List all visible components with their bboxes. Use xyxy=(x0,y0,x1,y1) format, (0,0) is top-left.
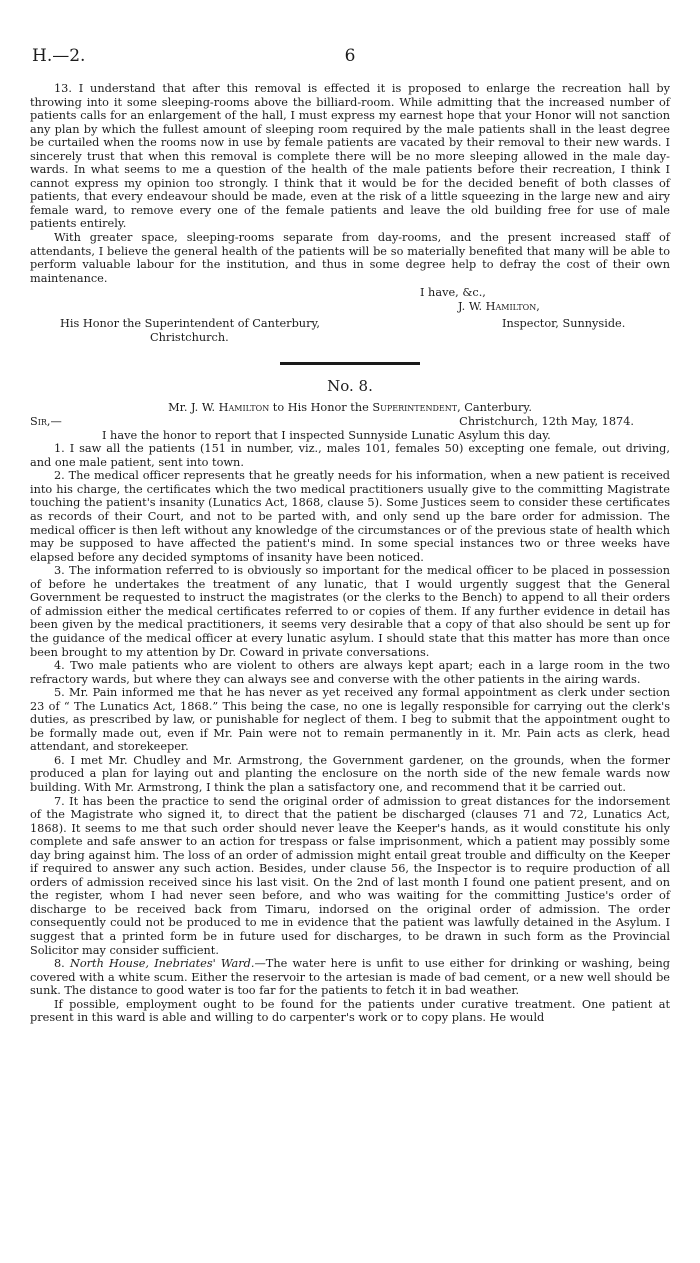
paragraph-space: With greater space, sleeping-rooms separate from day-rooms, and the present increased staff of attendants, I believe the general health of the patients will be so materially benefited that many will be able to perform valuable labour for the institution, and thus in some degree help to defray the cost of their own maintenance. xyxy=(30,231,670,285)
dateline: Christchurch, 12th May, 1874. xyxy=(459,414,634,428)
document-body xyxy=(30,82,670,1025)
paragraph-13: 13. I understand that after this removal is effected it is proposed to enlarge the recreation hall by throwing into it some sleeping-rooms above the billiard-room. While admitting that the increased number of patients calls for an enlargement of the hall, I must express my earnest hope that your Honor will not sanction any plan by which the fullest amount of sleeping room required by the male patients shall in the least degree be curtailed when the rooms now in use by female patients are vacated by their removal to their new wards. I sincerely trust that when this removal is complete there will be no more sleeping allowed in the male day-wards. In what seems to me a question of the health of the male patients before their recreation, I think I cannot express my opinion too strongly. I think that it would be for the decided benefit of both classes of patients, that every endeavour should be made, even at the risk of a little squeezing in the large new and airy female ward, to remove every one of the female patients and leave the old building free for use of male patients entirely. xyxy=(30,82,670,231)
paragraph-6: 6. I met Mr. Chudley and Mr. Armstrong, the Government gardener, on the grounds, when the former produced a plan for laying out and planting the enclosure on the north side of the new female wards now building. With Mr. Armstrong, I think the plan a satisfactory one, and recommend that it be carried out. xyxy=(30,753,670,794)
paragraph-2: 2. The medical officer represents that he greatly needs for his information, when a new patient is received into his charge, the certificates which the two medical practitioners usually give to the committing Magistrate touching the patient's insanity (Lunatics Act, 1868, clause 5). Some Justices seem to consider these certificates as records of their Court, and not to be parted with, and only send up the bare order for admission. The medical officer is then left without any knowledge of the circumstances or of the previous state of health which may be supposed to have affected the patient's mind. In some special instances two or three weeks have elapsed before any decided symptoms of insanity have been noticed. xyxy=(30,469,670,564)
title-role: Superintendent xyxy=(372,401,458,415)
title-prefix: Mr. J. W. xyxy=(168,401,216,415)
salutation-line xyxy=(30,415,670,429)
signatory-title: Inspector, Sunnyside. xyxy=(502,317,626,331)
closing: I have, &c., xyxy=(420,286,486,300)
paragraph-8-heading: North House, Inebriates' Ward. xyxy=(69,957,255,971)
addressee-place: Christchurch. xyxy=(150,331,229,345)
signature-block xyxy=(30,286,670,354)
paragraph-5: 5. Mr. Pain informed me that he has never as yet received any formal appointment as clerk under section 23 of “ The Lunatics Act, 1868.” This being the case, no one is legally responsible for carrying out the clerk's duties, as prescribed by law, or punishable for neglect of them. I beg to submit that the appointment ought to be formally made out, even if Mr. Pain were not to remain permanently in it. Mr. Pain acts as clerk, head attendant, and storekeeper. xyxy=(30,686,670,754)
addressee: His Honor the Superintendent of Canterbury, xyxy=(60,317,320,331)
signatory xyxy=(458,300,540,314)
page-header xyxy=(30,46,670,68)
paragraph-8-text: —The water here is unfit to use either for drinking or washing, being covered with a white scum. Either the reservoir to the artesian is made of bad cement, or a new well should be sunk. The distance to good water is too far for the patients to fetch it in bad weather. xyxy=(30,957,671,998)
final-paragraph: If possible, employment ought to be found for the patients under curative treatment. One patient at present in this ward is able and willing to do carpenter's work or to copy plans. He would xyxy=(30,997,670,1025)
section-divider xyxy=(280,362,420,365)
signatory-initials: J. W. xyxy=(458,300,483,314)
paragraph-3: 3. The information referred to is obviously so important for the medical officer to be placed in possession of before he undertakes the treatment of any lunatic, that I would urgently suggest that the General Government be requested to instruct the magistrates (or the clerks to the Bench) to append to all their orders of admission either the medical certificates referred to or copies of them. If any further evidence in detail has been given by the medical practitioners, it seems very desirable that a copy of that also should be sent up for the guidance of the medical officer at every lunatic asylum. I should state that this matter has more than once been brought to my attention by Dr. Coward in private conversations. xyxy=(30,564,670,659)
page-number: 6 xyxy=(344,46,356,66)
paragraph-1: 1. I saw all the patients (151 in number, viz., males 101, females 50) excepting one female, out driving, and one male patient, sent into town. xyxy=(30,442,670,469)
opening-paragraph: I have the honor to report that I inspected Sunnyside Lunatic Asylum this day. xyxy=(102,428,551,442)
paragraph-7: 7. It has been the practice to send the original order of admission to great distances for the indorsement of the Magistrate who signed it, to direct that the patient be discharged (clauses 71 and 72, Lunatics Act, 1868). It seems to me that such order should never leave the Keeper's hands, as it would constitute his only complete and safe answer to an action for trespass or false imprisonment, which a patient may possibly some day bring against him. The loss of an order of admission might entail great trouble and difficulty on the Keeper if required to answer any such action. Besides, under clause 56, the Inspector is to require production of all orders of admission received since his last visit. On the 2nd of last month I found one patient present, and on the register, whom I had never seen before, and who was waiting for the committing Justice's order of discharge to be received back from Timaru, indorsed on the original order of admission. The order consequently could not be produced to me in evidence that the patient was lawfully detained in the Asylum. I suggest that a printed form be in future used for discharges, to be drawn in such form as the Provincial Solicitor may consider sufficient. xyxy=(30,794,670,957)
letter-number: No. 8. xyxy=(327,377,373,396)
signatory-surname: Hamilton, xyxy=(485,300,540,314)
paragraph-8 xyxy=(30,957,670,998)
paragraph-8-number: 8. xyxy=(54,957,65,971)
letter-title xyxy=(30,401,670,415)
title-suffix: , Canterbury. xyxy=(457,401,532,415)
document-reference: H.—2. xyxy=(32,46,86,66)
title-name: Hamilton xyxy=(218,401,270,415)
title-middle: to His Honor the xyxy=(272,401,369,415)
paragraph-4: 4. Two male patients who are violent to others are always kept apart; each in a large room in the two refractory wards, but where they can always see and converse with the other patients in the airing wards. xyxy=(30,659,670,686)
salutation: Sir,— xyxy=(30,414,62,428)
